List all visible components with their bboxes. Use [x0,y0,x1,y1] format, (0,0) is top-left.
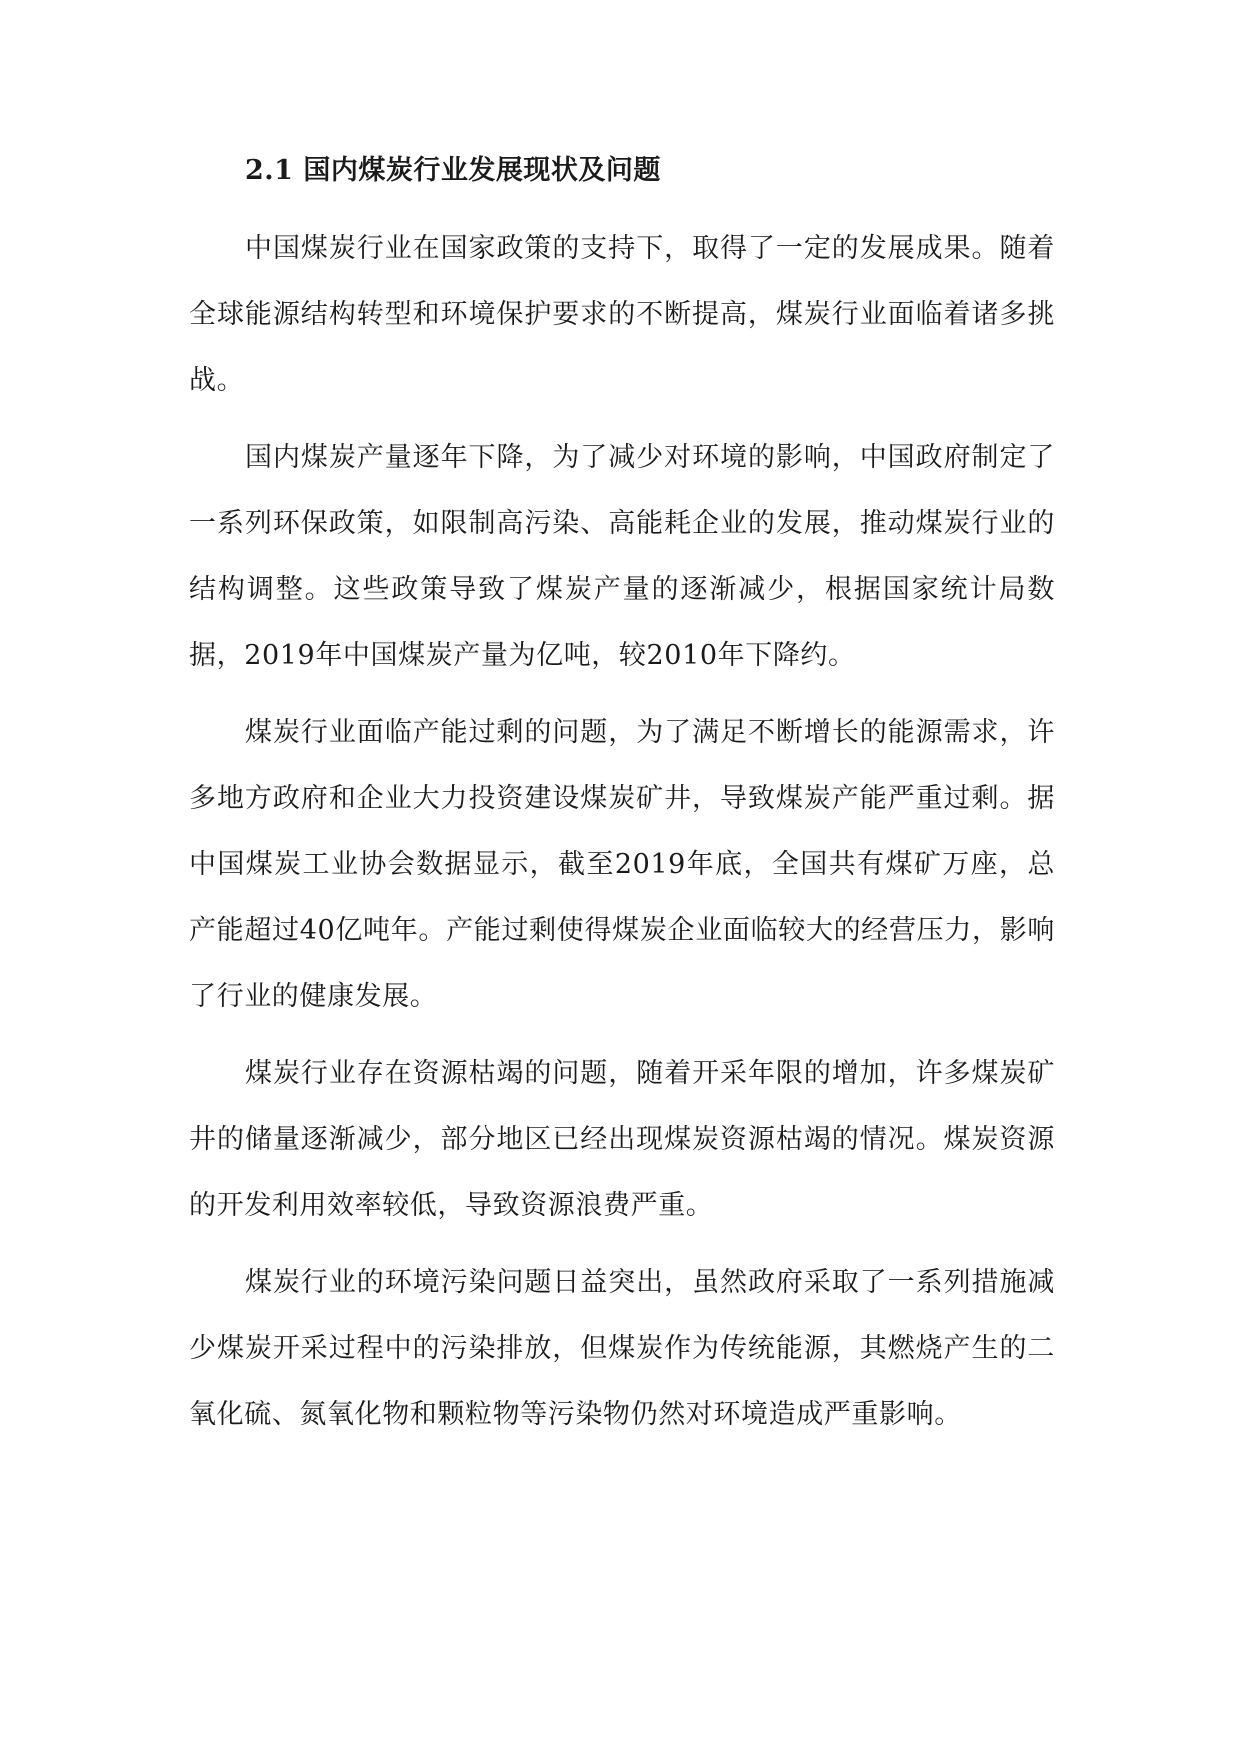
document-body [189,146,1055,1448]
paragraph-overview: 中国煤炭行业在国家政策的支持下，取得了一定的发展成果。随着全球能源结构转型和环境保护要求的不断提高，煤炭行业面临着诸多挑战。 [189,233,1055,396]
paragraph-environmental-pollution: 煤炭行业的环境污染问题日益突出，虽然政府采取了一系列措施减少煤炭开采过程中的污染排放，但煤炭作为传统能源，其燃烧产生的二氧化硫、氮氧化物和颗粒物等污染物仍然对环境造成严重影响。 [189,1267,1055,1430]
paragraph-overcapacity: 煤炭行业面临产能过剩的问题，为了满足不断增长的能源需求，许多地方政府和企业大力投资建设煤炭矿井，导致煤炭产能严重过剩。据中国煤炭工业协会数据显示，截至2019年底，全国共有煤矿万座，总产能超过40亿吨年。产能过剩使得煤炭企业面临较大的经营压力，影响了行业的健康发展。 [189,717,1055,1012]
paragraph-resource-depletion: 煤炭行业存在资源枯竭的问题，随着开采年限的增加，许多煤炭矿井的储量逐渐减少，部分地区已经出现煤炭资源枯竭的情况。煤炭资源的开发利用效率较低，导致资源浪费严重。 [189,1058,1055,1221]
paragraph-production-decline: 国内煤炭产量逐年下降，为了减少对环境的影响，中国政府制定了一系列环保政策，如限制高污染、高能耗企业的发展，推动煤炭行业的结构调整。这些政策导致了煤炭产量的逐渐减少，根据国家统计局数据，2019年中国煤炭产量为亿吨，较2010年下降约。 [189,442,1055,671]
section-heading: 2.1 国内煤炭行业发展现状及问题 [245,155,661,186]
